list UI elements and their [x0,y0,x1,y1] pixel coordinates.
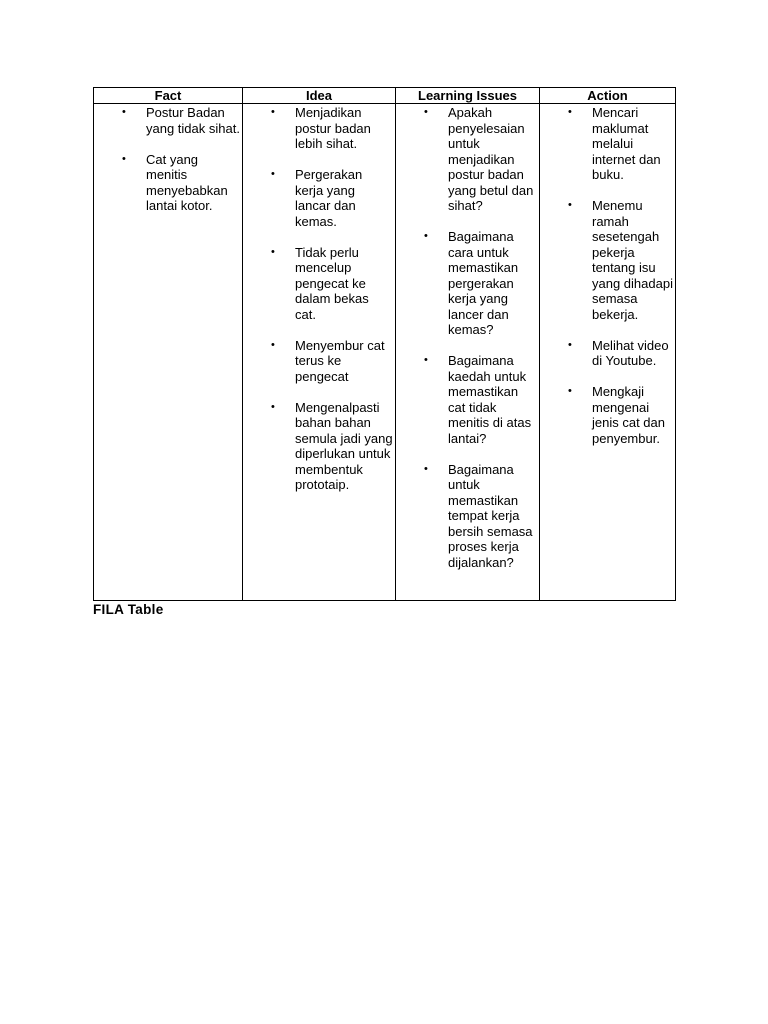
list-item-text: Pergerakan kerja yang lancar dan kemas. [295,167,363,229]
bullet-icon: • [271,168,275,180]
bullet-icon: • [568,338,572,351]
list-item [540,198,675,322]
table-caption: FILA Table [93,602,164,617]
list-item [243,400,395,493]
content-row [94,104,676,601]
header-learning-issues: Learning Issues [396,88,540,104]
bullet-icon: • [424,354,428,366]
bullet-icon: • [271,338,275,351]
idea-list [243,104,395,493]
bullet-icon: • [568,199,572,211]
list-item-text: Mencari maklumat melalui internet dan buku. [592,105,661,182]
list-item-text: Apakah penyelesaian untuk menjadikan postur badan yang betul dan sihat? [448,105,534,213]
bullet-icon: • [424,230,428,242]
list-item [396,229,539,338]
bullet-icon: • [271,245,275,258]
header-idea: Idea [243,88,396,104]
list-item-text: Mengenalpasti bahan bahan semula jadi yang diperlukan untuk membentuk prototaip. [295,399,393,492]
action-list [540,104,675,446]
list-item [243,105,395,152]
list-item-text: Menjadikan postur badan lebih sihat. [295,105,371,151]
list-item [243,167,395,229]
learning-issues-list [396,104,539,570]
learning-issues-cell [396,104,540,601]
bullet-icon: • [271,106,275,118]
list-item-text: Bagaimana untuk memastikan tempat kerja bersih semasa proses kerja dijalankan? [448,461,533,570]
bullet-icon: • [424,462,428,475]
list-item-text: Tidak perlu mencelup pengecat ke dalam bekas cat. [295,244,369,322]
list-item [396,462,539,571]
header-action: Action [540,88,676,104]
bullet-icon: • [122,152,126,165]
bullet-icon: • [424,106,428,118]
fact-list [94,104,242,214]
fact-cell [94,104,243,601]
list-item-text: Menemu ramah sesetengah pekerja tentang isu yang dihadapi semasa bekerja. [592,198,673,322]
list-item-text: Menyembur cat terus ke pengecat [295,337,385,384]
bullet-icon: • [568,106,572,118]
list-item [540,338,675,369]
bullet-icon: • [568,385,572,397]
bullet-icon: • [122,106,126,118]
list-item-text: Postur Badan yang tidak sihat. [146,105,240,136]
list-item [540,384,675,446]
fila-table [93,87,676,601]
list-item [396,105,539,214]
action-cell [540,104,676,601]
list-item-text: Bagaimana kaedah untuk memastikan cat tidak menitis di atas lantai? [448,353,532,446]
list-item-text: Melihat video di Youtube. [592,337,669,368]
list-item [396,353,539,446]
list-item [540,105,675,183]
header-fact: Fact [94,88,243,104]
list-item-text: Bagaimana cara untuk memastikan pergerakan kerja yang lancer dan kemas? [448,229,519,337]
list-item-text: Mengkaji mengenai jenis cat dan penyembur. [592,384,665,446]
idea-cell [243,104,396,601]
list-item [243,245,395,323]
list-item [243,338,395,385]
bullet-icon: • [271,400,275,413]
list-item [94,105,242,136]
header-row [94,88,676,104]
list-item-text: Cat yang menitis menyebabkan lantai kotor. [146,151,228,213]
list-item [94,152,242,214]
